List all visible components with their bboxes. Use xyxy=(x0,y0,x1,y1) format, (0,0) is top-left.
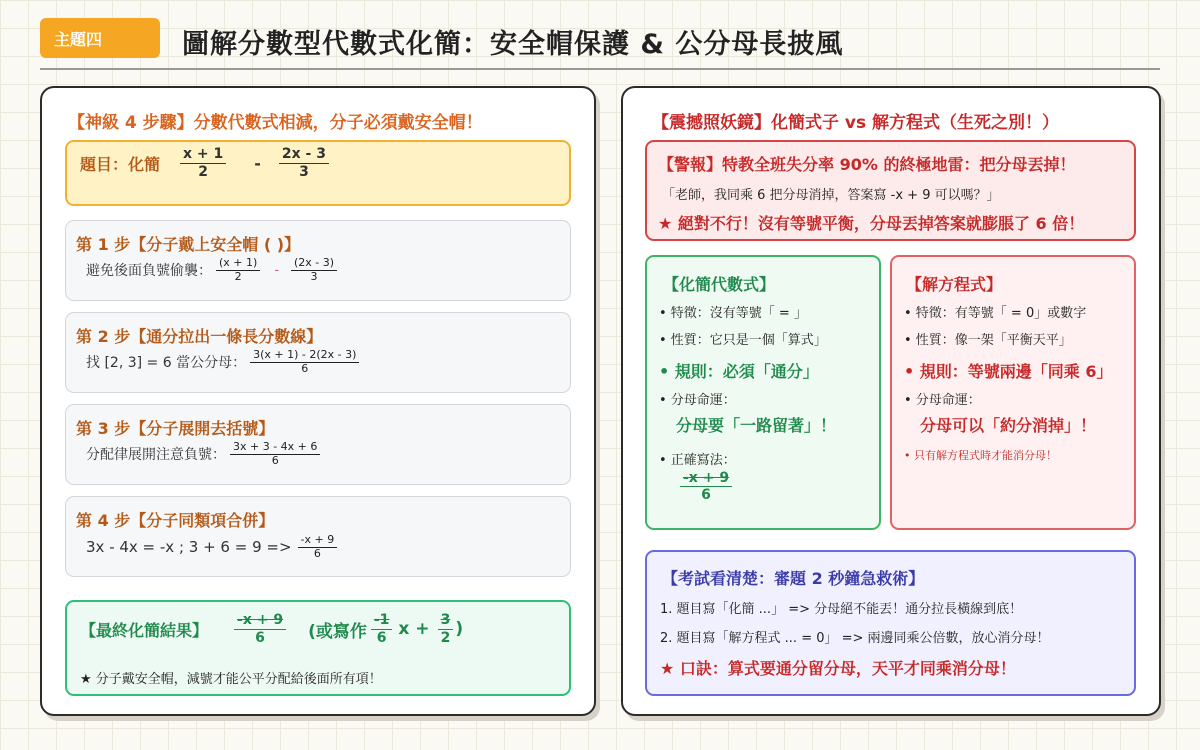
step-2-text: 找 [2, 3] = 6 當公分母： xyxy=(86,355,247,371)
fraction-numerator: -x + 9 xyxy=(298,534,338,548)
fraction-numerator: (x + 1) xyxy=(216,257,260,271)
fraction-numerator: (2x - 3) xyxy=(291,257,337,271)
simplify-fate: 分母要「一路留著」！ xyxy=(676,416,837,435)
step-2-title: 第 2 步【通分拉出一條長分數線】 xyxy=(76,327,323,346)
simplify-correct-label: • 正確寫法： xyxy=(659,453,736,468)
equation-nature: • 性質：像一架「平衡天平」 xyxy=(904,333,1072,348)
fraction-numerator: 3(x + 1) - 2(2x - 3) xyxy=(250,349,359,363)
header-divider xyxy=(40,68,1160,70)
step-1-title: 第 1 步【分子戴上安全帽 ( )】 xyxy=(76,235,301,254)
fraction-denominator: 6 xyxy=(376,629,387,646)
fraction-denominator: 6 xyxy=(255,629,265,646)
right-panel-heading: 【震撼照妖鏡】化簡式子 vs 解方程式（生死之別！） xyxy=(652,113,1060,133)
simplify-fate-label: • 分母命運： xyxy=(659,393,736,408)
final-result-label: 【最終化簡結果】 xyxy=(80,620,209,640)
fraction-denominator: 6 xyxy=(313,546,321,560)
step-4-row xyxy=(86,530,337,564)
simplify-correct-fraction xyxy=(680,470,732,503)
step-1-fraction-2 xyxy=(291,257,337,283)
step-4-fraction xyxy=(298,534,338,560)
step-1-fraction-1 xyxy=(216,257,260,283)
fraction-denominator: 2 xyxy=(234,269,242,283)
step-3-row xyxy=(86,437,320,471)
fraction-denominator: 6 xyxy=(271,453,279,467)
fraction-numerator: 3 xyxy=(438,612,454,629)
fraction-numerator: x + 1 xyxy=(180,146,226,163)
fraction-denominator: 3 xyxy=(299,163,309,180)
equation-fate: 分母可以「約分消掉」！ xyxy=(920,416,1097,435)
equation-fate-label: • 分母命運： xyxy=(904,393,981,408)
alt-form-open: (或寫作 xyxy=(308,621,367,642)
alt-form-close: ) xyxy=(455,619,464,639)
equation-rule: • 規則：等號兩邊「同乘 6」 xyxy=(904,362,1113,381)
alert-quote: 「老師，我同乘 6 把分母消掉，答案寫 -x + 9 可以嗎？」 xyxy=(662,188,1000,203)
step-3-text: 分配律展開注意負號： xyxy=(86,447,226,463)
step-3-title: 第 3 步【分子展開去括號】 xyxy=(76,419,275,438)
exam-motto: ★ 口訣：算式要通分留分母，天平才同乘消分母！ xyxy=(660,659,1016,678)
fraction-denominator: 2 xyxy=(440,629,451,646)
alert-warning: ★ 絕對不行！沒有等號平衡，分母丟掉答案就膨脹了 6 倍！ xyxy=(658,214,1085,233)
simplify-title: 【化簡代數式】 xyxy=(663,275,776,294)
fraction-numerator: 2x - 3 xyxy=(279,146,329,163)
page-title: 圖解分數型代數式化簡：安全帽保護 & 公分母長披風 xyxy=(182,29,844,60)
fraction-numerator: -1 xyxy=(371,612,393,629)
alt-form-middle: x + xyxy=(398,619,430,639)
minus-sign: - xyxy=(254,153,261,173)
simplify-nature: • 性質：它只是一個「算式」 xyxy=(659,333,827,348)
topic-badge xyxy=(40,18,160,58)
minus-sign: - xyxy=(274,262,280,278)
exam-item-1: 1. 題目寫「化簡 ...」 => 分母絕不能丟！通分拉長橫線到底！ xyxy=(660,602,1023,617)
fraction-numerator: 3x + 3 - 4x + 6 xyxy=(230,441,320,455)
final-result-note: ★ 分子戴安全帽，減號才能公平分配給後面所有項！ xyxy=(80,672,382,687)
equation-title: 【解方程式】 xyxy=(906,275,1003,294)
alt-form-fraction-2 xyxy=(438,612,454,645)
question-label: 題目：化簡 xyxy=(80,154,161,174)
simplify-rule: • 規則：必須「通分」 xyxy=(659,362,819,381)
question-fraction-2 xyxy=(279,146,329,179)
final-result-fraction xyxy=(234,612,286,645)
topic-badge-label: 主題四 xyxy=(54,29,103,49)
equation-feature: • 特徵：有等號「 = 0」或數字 xyxy=(904,306,1087,321)
step-1-text: 避免後面負號偷襲： xyxy=(86,263,212,279)
exam-item-2: 2. 題目寫「解方程式 ... = 0」 => 兩邊同乘公倍數，放心消分母！ xyxy=(660,631,1050,646)
step-2-fraction xyxy=(250,349,359,375)
step-4-title: 第 4 步【分子同類項合併】 xyxy=(76,511,275,530)
equation-note: • 只有解方程式時才能消分母！ xyxy=(904,449,1057,462)
alert-title: 【警報】特教全班失分率 90% 的終極地雷：把分母丟掉！ xyxy=(658,155,1076,174)
simplify-correct-fraction-wrap xyxy=(680,470,732,503)
exam-title: 【考試看清楚：審題 2 秒鐘急救術】 xyxy=(662,569,925,588)
fraction-denominator: 2 xyxy=(198,163,209,180)
step-3-fraction xyxy=(230,441,320,467)
question-row xyxy=(80,143,329,183)
fraction-denominator: 6 xyxy=(701,487,711,504)
fraction-denominator: 6 xyxy=(301,361,309,375)
step-1-row xyxy=(86,253,337,287)
step-2-row xyxy=(86,345,359,379)
question-fraction-1 xyxy=(180,146,226,179)
alt-form-fraction-1 xyxy=(371,612,393,645)
fraction-numerator: -x + 9 xyxy=(680,470,732,487)
final-result-row xyxy=(80,606,463,652)
step-4-text: 3x - 4x = -x ; 3 + 6 = 9 => xyxy=(86,538,292,556)
fraction-denominator: 3 xyxy=(310,269,318,283)
fraction-numerator: -x + 9 xyxy=(234,612,286,629)
left-panel-heading: 【神級 4 步驟】分數代數式相減，分子必須戴安全帽！ xyxy=(68,113,483,133)
simplify-feature: • 特徵：沒有等號「 = 」 xyxy=(659,306,807,321)
